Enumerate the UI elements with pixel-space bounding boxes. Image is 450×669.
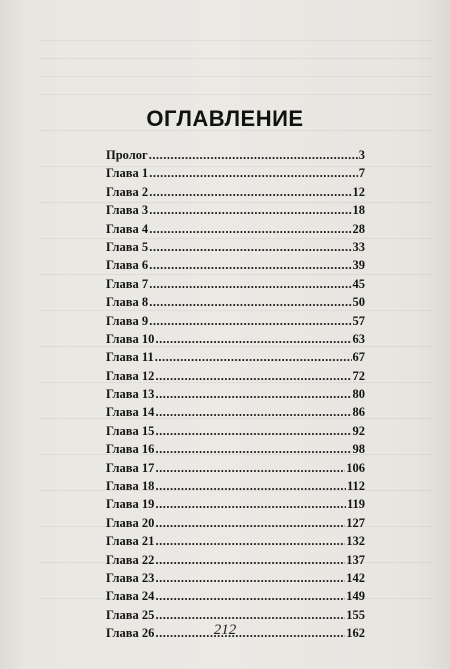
toc-entry-page: 33 [352,239,365,254]
dot-leader [155,477,346,495]
toc-entry [106,330,365,348]
toc-entry-label: Глава 13 [106,387,155,402]
toc-entry [106,569,365,587]
toc-entry-page: 142 [346,570,365,585]
page-number: 212 [213,622,237,638]
toc-entry-page: 127 [346,515,365,530]
toc-entry-label: Глава 14 [106,405,155,420]
toc-entry [106,312,365,330]
toc-entry-page: 28 [352,221,365,236]
dot-leader [155,440,351,458]
toc-entry-label: Глава 6 [106,258,149,273]
toc-entry-label: Глава 26 [106,626,155,641]
toc-entry-page: 80 [352,387,365,402]
dot-leader [149,201,351,219]
toc-entry-page: 39 [352,258,365,273]
dot-leader [155,367,351,385]
toc-entry-label: Глава 24 [106,589,155,604]
toc-entry [106,275,365,293]
toc-entry [106,532,365,550]
toc-entry-page: 67 [352,350,365,365]
dot-leader [149,256,351,274]
toc-entry [106,293,365,311]
toc-entry-page: 155 [346,607,365,622]
toc-entry-page: 92 [352,423,365,438]
toc-entry-label: Глава 10 [106,331,155,346]
toc-entry [106,514,365,532]
toc-entry-label: Пролог [106,148,148,162]
toc-entry-page: 12 [352,184,365,199]
toc-entry-label: Глава 18 [106,479,155,494]
toc-entry-page: 72 [352,368,365,383]
toc-entry-page: 132 [346,534,365,549]
toc-entry-page: 3 [358,148,365,162]
toc-entry-label: Глава 2 [106,184,149,199]
toc-entry [106,201,365,219]
toc-entry-label: Глава 15 [106,423,155,438]
dot-leader [149,220,351,238]
toc-entry [106,403,365,421]
toc-entry [106,238,365,256]
dot-leader [149,183,351,201]
toc-entry-label: Глава 17 [106,460,155,475]
table-of-contents [106,146,365,643]
dot-leader [155,422,351,440]
toc-entry-page: 50 [352,295,365,310]
toc-entry-label: Глава 4 [106,221,149,236]
dot-leader [155,587,345,605]
toc-entry-page: 63 [352,331,365,346]
dot-leader [155,495,346,513]
toc-entry-label: Глава 23 [106,570,155,585]
toc-entry-page: 119 [346,497,365,512]
toc-entry-label: Глава 25 [106,607,155,622]
toc-entry-label: Глава 8 [106,295,149,310]
toc-entry [106,146,365,164]
toc-entry-page: 98 [352,442,365,457]
toc-entry [106,422,365,440]
toc-entry-label: Глава 5 [106,239,149,254]
dot-leader [149,164,358,182]
toc-entry [106,220,365,238]
dot-leader [155,514,345,532]
toc-entry [106,551,365,569]
toc-entry [106,367,365,385]
dot-leader [155,532,345,550]
toc-entry-label: Глава 9 [106,313,149,328]
toc-entry [106,495,365,513]
toc-entry [106,348,365,366]
toc-entry-page: 57 [352,313,365,328]
toc-entry [106,440,365,458]
toc-entry [106,164,365,182]
toc-entry-label: Глава 22 [106,552,155,567]
dot-leader [149,238,351,256]
toc-entry [106,256,365,274]
toc-entry-page: 7 [358,166,365,181]
dot-leader [149,293,351,311]
toc-entry [106,385,365,403]
toc-entry-label: Глава 1 [106,166,149,181]
page-title: ОГЛАВЛЕНИЕ [146,106,304,131]
dot-leader [155,459,345,477]
toc-entry-label: Глава 21 [106,534,155,549]
dot-leader [155,348,352,366]
dot-leader [149,275,351,293]
toc-entry-label: Глава 16 [106,442,155,457]
toc-entry-page: 45 [352,276,365,291]
toc-entry-page: 106 [346,460,365,475]
toc-entry-page: 112 [346,479,365,494]
toc-entry-page: 86 [352,405,365,420]
toc-entry-label: Глава 7 [106,276,149,291]
toc-entry-page: 18 [352,203,365,218]
toc-entry-label: Глава 12 [106,368,155,383]
dot-leader [155,330,351,348]
toc-entry [106,459,365,477]
dot-leader [149,146,358,164]
dot-leader [155,403,351,421]
toc-entry [106,183,365,201]
toc-entry-page: 149 [346,589,365,604]
dot-leader [149,312,351,330]
toc-entry-label: Глава 19 [106,497,155,512]
dot-leader [155,385,351,403]
toc-entry-page: 162 [346,626,365,641]
toc-entry-page: 137 [346,552,365,567]
dot-leader [155,569,345,587]
toc-entry-label: Глава 11 [106,350,154,365]
toc-entry [106,587,365,605]
toc-entry [106,477,365,495]
dot-leader [155,551,345,569]
toc-entry-label: Глава 20 [106,515,155,530]
toc-entry-label: Глава 3 [106,203,149,218]
